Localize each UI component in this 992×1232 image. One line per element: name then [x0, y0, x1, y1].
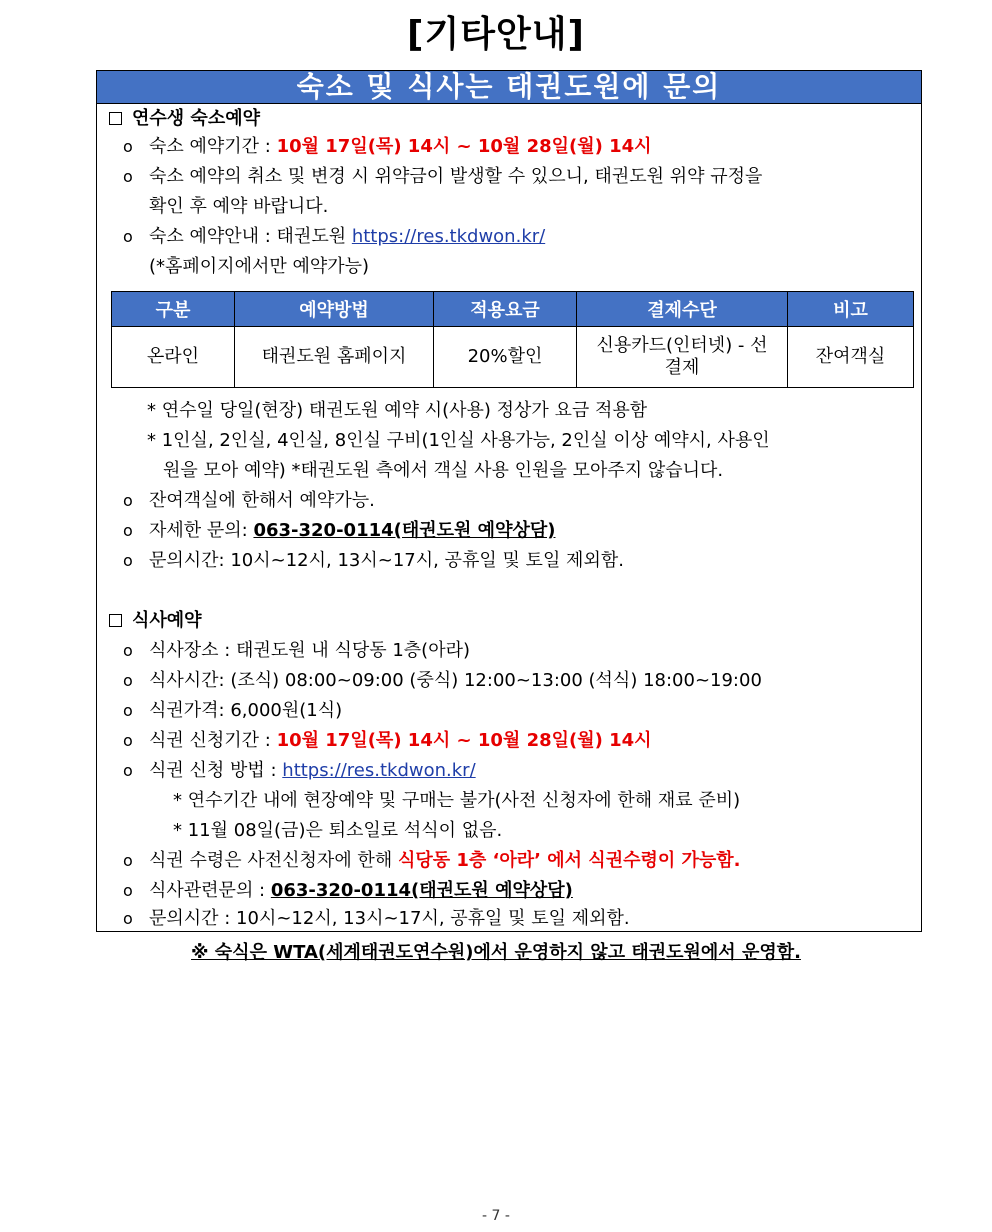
box-header: 숙소 및 식사는 태권도원에 문의: [97, 71, 921, 104]
bullet-icon: o: [123, 881, 133, 900]
lodging-guide: o 숙소 예약안내 : 태권도원 https://res.tkdwon.kr/: [123, 226, 546, 247]
reservation-table: [111, 291, 914, 388]
lodging-heading: 연수생 숙소예약: [109, 107, 260, 131]
table-cell: 신용카드(인터넷) - 선결제: [577, 327, 788, 388]
bullet-icon: o: [123, 491, 133, 510]
lodging-link[interactable]: https://res.tkdwon.kr/: [351, 226, 546, 247]
lodging-guide-note: (*홈페이지에서만 예약가능): [149, 256, 370, 277]
checkbox-square-icon: [109, 614, 122, 627]
table-header: 비고: [788, 292, 914, 327]
checkbox-square-icon: [109, 112, 122, 125]
meals-link[interactable]: https://res.tkdwon.kr/: [282, 760, 476, 781]
table-cell: 온라인: [112, 327, 235, 388]
meals-price: o 식권가격: 6,000원(1식): [123, 700, 343, 721]
info-box: [96, 70, 922, 932]
table-header: 예약방법: [235, 292, 434, 327]
table-cell: 20%할인: [434, 327, 577, 388]
bullet-icon: o: [123, 551, 133, 570]
bullet-icon: o: [123, 731, 133, 750]
meals-method: o 식권 신청 방법 : https://res.tkdwon.kr/: [123, 760, 476, 781]
meals-heading: 식사예약: [109, 609, 202, 633]
lodging-note-1: * 연수일 당일(현장) 태권도원 예약 시(사용) 정상가 요금 적용함: [147, 400, 648, 421]
lodging-period: o 숙소 예약기간 : 10월 17일(목) 14시 ~ 10월 28일(월) 14시: [123, 136, 652, 157]
meals-hours: o 문의시간 : 10시~12시, 13시~17시, 공휴일 및 토일 제외함.: [123, 908, 630, 929]
bullet-icon: o: [123, 909, 133, 928]
page-title: [기타안내]: [406, 14, 585, 55]
bullet-icon: o: [123, 851, 133, 870]
lodging-remaining: o 잔여객실에 한해서 예약가능.: [123, 490, 375, 511]
meals-place: o 식사장소 : 태권도원 내 식당동 1층(아라): [123, 640, 470, 661]
table-header: 적용요금: [434, 292, 577, 327]
table-header: 구분: [112, 292, 235, 327]
table-cell: 태권도원 홈페이지: [235, 327, 434, 388]
table-cell: 잔여객실: [788, 327, 914, 388]
bullet-icon: o: [123, 521, 133, 540]
bullet-icon: o: [123, 701, 133, 720]
bullet-icon: o: [123, 227, 133, 246]
meals-time: o 식사시간: (조식) 08:00~09:00 (중식) 12:00~13:00 (석식) 18:00~19:00: [123, 670, 762, 691]
page-number: - 7 -: [482, 1208, 510, 1224]
bullet-icon: o: [123, 761, 133, 780]
meals-contact: o 식사관련문의 : 063-320-0114(태권도원 예약상담): [123, 880, 573, 901]
table-row: [112, 327, 914, 388]
bullet-icon: o: [123, 167, 133, 186]
bullet-icon: o: [123, 671, 133, 690]
meals-note-1: * 연수기간 내에 현장예약 및 구매는 불가(사전 신청자에 한해 재료 준비): [173, 790, 741, 811]
bullet-icon: o: [123, 641, 133, 660]
meals-period: o 식권 신청기간 : 10월 17일(목) 14시 ~ 10월 28일(월) 14시: [123, 730, 652, 751]
bullet-icon: o: [123, 137, 133, 156]
lodging-note-2: * 1인실, 2인실, 4인실, 8인실 구비(1인실 사용가능, 2인실 이상 예약시, 사용인: [147, 430, 770, 451]
meals-pickup: o 식권 수령은 사전신청자에 한해 식당동 1층 ‘아라’ 에서 식권수령이 가능함.: [123, 850, 741, 871]
lodging-cancel-cont: 확인 후 예약 바랍니다.: [149, 196, 329, 217]
table-header: 결제수단: [577, 292, 788, 327]
footnote: ※ 숙식은 WTA(세계태권도연수원)에서 운영하지 않고 태권도원에서 운영함.: [191, 942, 801, 963]
lodging-contact: o 자세한 문의: 063-320-0114(태권도원 예약상담): [123, 520, 556, 541]
lodging-note-2-cont: 원을 모아 예약) *태권도원 측에서 객실 사용 인원을 모아주지 않습니다.: [163, 460, 724, 481]
lodging-hours: o 문의시간: 10시~12시, 13시~17시, 공휴일 및 토일 제외함.: [123, 550, 624, 571]
meals-note-2: * 11월 08일(금)은 퇴소일로 석식이 없음.: [173, 820, 503, 841]
lodging-cancel: o 숙소 예약의 취소 및 변경 시 위약금이 발생할 수 있으니, 태권도원 위약 규정을: [123, 166, 763, 187]
